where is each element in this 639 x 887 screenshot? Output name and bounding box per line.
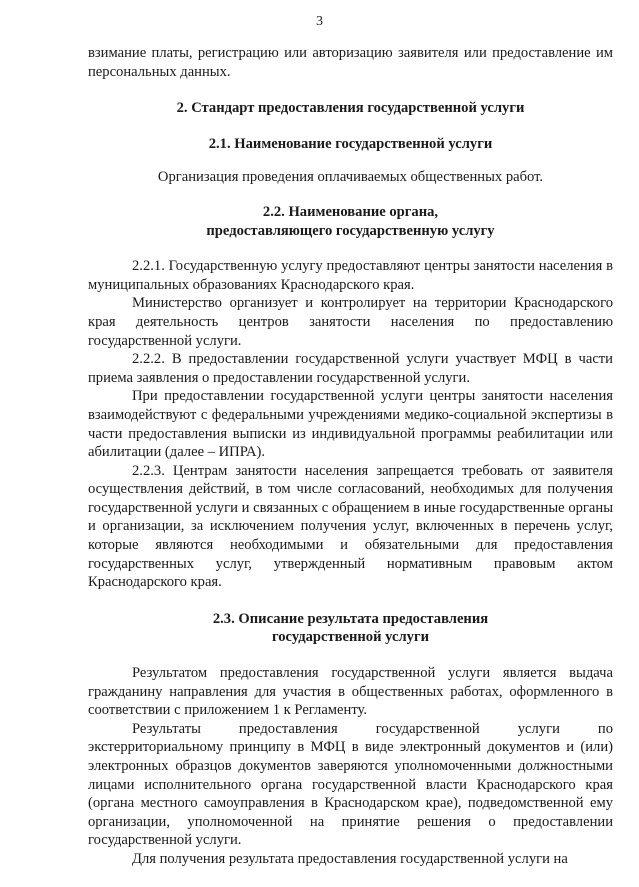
paragraph: Результаты предоставления государственной услуги по экстерриториальному принципу в МФЦ в виде электронный документов и (или) электронных образцов документов заверяются уполномоченными должностными лицами исполнительного органа государственной власти Краснодарского края (органа местного самоуправления в Краснодарском крае), подведомственной ему организации, уполномоченной на принятие решения о предоставлении государственной услуги. [88, 720, 613, 849]
section-2-3-heading-line-2: государственной услуги [271, 629, 430, 646]
section-2-2-heading-line-2: предоставляющего государственную услугу [206, 222, 495, 239]
paragraph: 2.2.2. В предоставлении государственной услуги участвует МФЦ в части приема заявления о предоставлении государственной услуги. [88, 351, 613, 386]
section-2-3-heading-line-1: 2.3. Описание результата предоставления [212, 610, 489, 627]
page-number: 3 [316, 14, 323, 29]
section-2-1-text: Организация проведения оплачиваемых общественных работ. [157, 169, 544, 186]
section-2-3-body [88, 664, 613, 869]
document-body [88, 44, 613, 869]
section-2-heading: 2. Стандарт предоставления государственной услуги [176, 100, 525, 117]
paragraph: Для получения результата предоставления государственной услуги на [132, 850, 568, 867]
paragraph: 2.2.3. Центрам занятости населения запрещается требовать от заявителя осуществления действий, в том числе согласований, необходимых для получения государственной услуги и связанных с обращением в иные государственные органы и организации, за исключением получения услуг, включенных в перечень услуг, которые являются необходимыми и обязательными для предоставления государственных услуг, утвержденный нормативным правовым актом Краснодарского края. [88, 462, 613, 591]
intro-paragraph: взимание платы, регистрацию или авторизацию заявителя или предоставление им персональных данных. [88, 45, 613, 80]
paragraph: При предоставлении государственной услуги центры занятости населения взаимодействуют с федеральными учреждениями медико-социальной экспертизы в части предоставления выписки из индивидуальной программы реабилитации или абилитации (далее – ИПРА). [88, 388, 613, 461]
paragraph: Министерство организует и контролирует на территории Краснодарского края деятельность центров занятости населения по предоставлению государственной услуги. [88, 295, 613, 349]
section-2-2-heading [88, 203, 613, 240]
section-2-2-body [88, 257, 613, 592]
section-2-2-heading-line-1: 2.2. Наименование органа, [262, 203, 439, 220]
section-2-3-heading [88, 610, 613, 647]
paragraph: Результатом предоставления государственной услуги является выдача гражданину направления для участия в общественных работах, оформленного в соответствии с приложением 1 к Регламенту. [88, 665, 613, 719]
section-2-1-heading: 2.1. Наименование государственной услуги [208, 135, 493, 152]
paragraph: 2.2.1. Государственную услугу предоставляют центры занятости населения в муниципальных образованиях Краснодарского края. [88, 258, 613, 293]
